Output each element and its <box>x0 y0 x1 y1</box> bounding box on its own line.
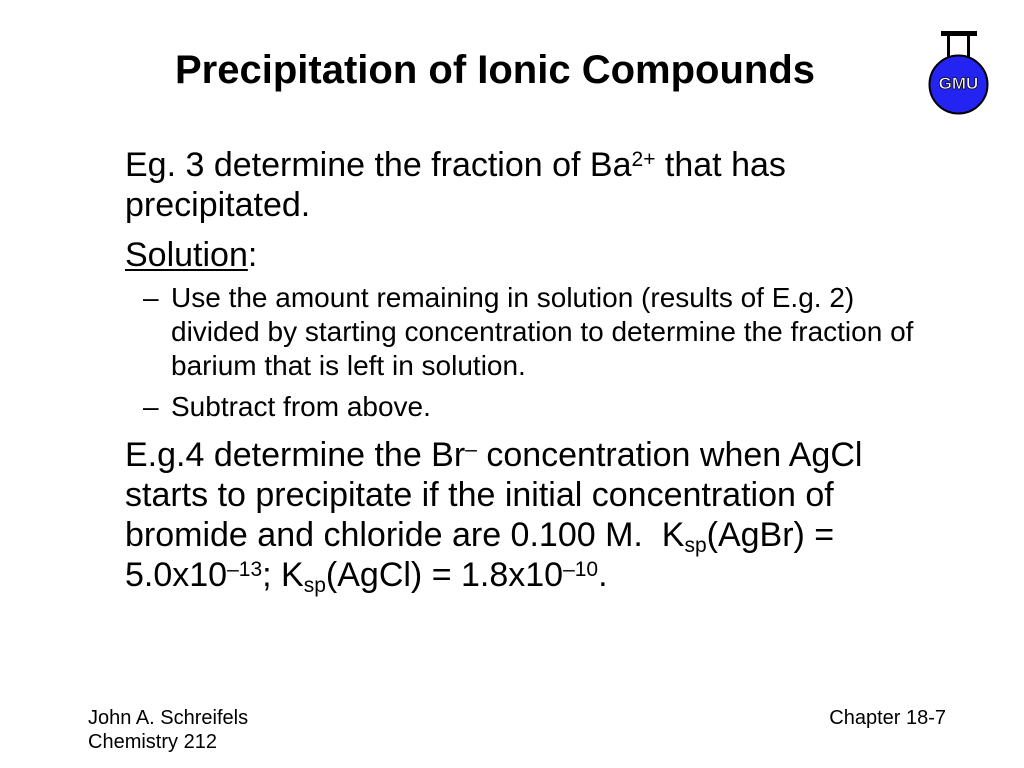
step-bullet-2 <box>143 390 963 424</box>
example-3-paragraph <box>125 145 786 225</box>
text-line: Subtract from above. <box>171 391 431 422</box>
subscript-sp: sp <box>303 574 326 597</box>
text-segment: . <box>598 556 608 594</box>
text-line: precipitated. <box>125 186 311 224</box>
text-line <box>125 515 862 555</box>
solution-label: Solution <box>125 236 248 274</box>
footer-left <box>88 706 248 754</box>
superscript-exponent: –13 <box>227 558 263 581</box>
subscript-sp: sp <box>684 534 707 557</box>
footer-course: Chemistry 212 <box>88 731 217 753</box>
flask-logo-graphic <box>924 26 994 120</box>
footer-author: John A. Schreifels <box>88 707 249 729</box>
dash-bullet-marker: – <box>143 282 159 313</box>
text-segment: that has <box>655 146 786 184</box>
text-segment: ; K <box>262 556 304 594</box>
dash-bullet-marker: – <box>143 391 159 422</box>
text-line <box>125 145 786 185</box>
superscript-exponent: –10 <box>563 558 599 581</box>
text-line: starts to precipitate if the initial concentration of <box>125 476 834 514</box>
text-line <box>125 235 257 275</box>
text-line: Use the amount remaining in solution (results of E.g. 2) <box>171 282 855 313</box>
flask-top-bar <box>941 31 977 36</box>
superscript-charge: – <box>465 438 477 461</box>
step-text <box>171 281 963 383</box>
solution-colon: : <box>247 236 258 274</box>
text-line: barium that is left in solution. <box>171 350 526 381</box>
footer-right <box>829 706 946 730</box>
step-text <box>171 390 963 424</box>
superscript-charge: 2+ <box>631 148 656 171</box>
logo-text: GMU <box>938 74 979 93</box>
footer-chapter-number: Chapter 18-7 <box>829 707 946 729</box>
text-segment: (AgCl) = 1.8x10 <box>325 556 564 594</box>
slide-title: Precipitation of Ionic Compounds <box>175 48 815 92</box>
example-4-paragraph <box>125 435 862 595</box>
text-segment: 5.0x10 <box>125 556 228 594</box>
text-segment: E.g.4 determine the Br <box>125 436 466 474</box>
text-segment: (AgBr) = <box>706 516 835 554</box>
text-line <box>125 555 862 595</box>
gmu-flask-logo-icon <box>924 26 994 120</box>
text-line: divided by starting concentration to determine the fraction of <box>171 316 914 347</box>
text-segment: Eg. 3 determine the fraction of Ba <box>125 146 632 184</box>
text-line <box>125 435 862 475</box>
solution-heading <box>125 235 257 275</box>
step-bullet-1 <box>143 281 963 383</box>
text-segment: concentration when AgCl <box>476 436 863 474</box>
text-segment: bromide and chloride are 0.100 M. K <box>125 516 685 554</box>
